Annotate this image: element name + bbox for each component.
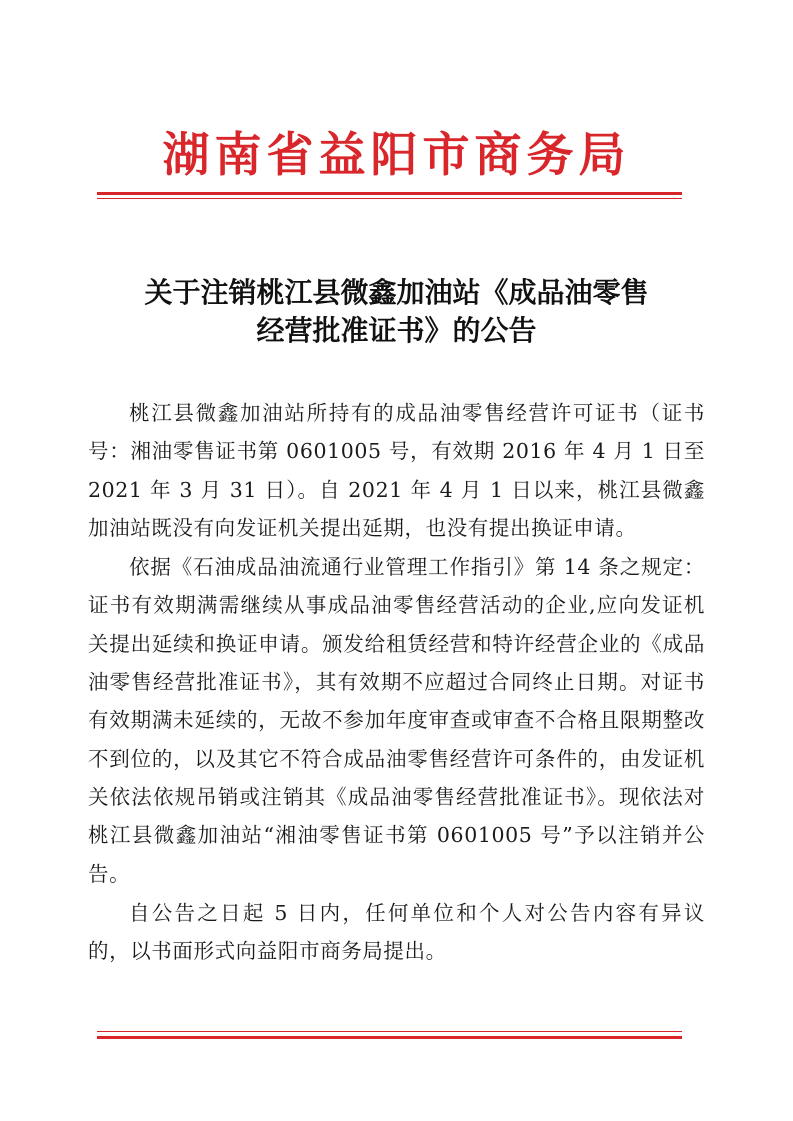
- footer-rule-thin: [97, 1031, 682, 1032]
- header-rule-thick: [97, 192, 682, 195]
- paragraph-2: 依据《石油成品油流通行业管理工作指引》第 14 条之规定：证书有效期满需继续从事成品油零售经营活动的企业,应向发证机关提出延续和换证申请。颁发给租赁经营和特许经营企业的《成品油零售经营批准证书》，其有效期不应超过合同终止日期。对证书有效期满未延续的，无故不参加年度审查或审查不合格且限期整改不到位的，以及其它不符合成品油零售经营许可条件的，由发证机关依法依规吊销或注销其《成品油零售经营批准证书》。现依法对桃江县微鑫加油站“湘油零售证书第 0601005 号”予以注销并公告。: [88, 555, 705, 886]
- document-title-line-2: 经营批准证书》的公告: [256, 314, 537, 347]
- issuing-authority-header: 湖南省益阳市商务局: [162, 128, 631, 183]
- paragraph-3: 自公告之日起 5 日内，任何单位和个人对公告内容有异议的，以书面形式向益阳市商务局提出。: [88, 900, 705, 964]
- footer-rule-thick: [97, 1036, 682, 1039]
- paragraph-1: 桃江县微鑫加油站所持有的成品油零售经营许可证书（证书号：湘油零售证书第 0601005 号，有效期 2016 年 4 月 1 日至 2021 年 3 月 31 日）。自 2021 年 4 月 1 日以来，桃江县微鑫加油站既没有向发证机关提出延期，也没有提出换证申请。: [88, 401, 705, 540]
- document-body: [88, 394, 705, 971]
- header-rule-thin: [97, 198, 682, 199]
- document-title: [0, 274, 793, 350]
- document-title-line-1: 关于注销桃江县微鑫加油站《成品油零售: [144, 276, 649, 309]
